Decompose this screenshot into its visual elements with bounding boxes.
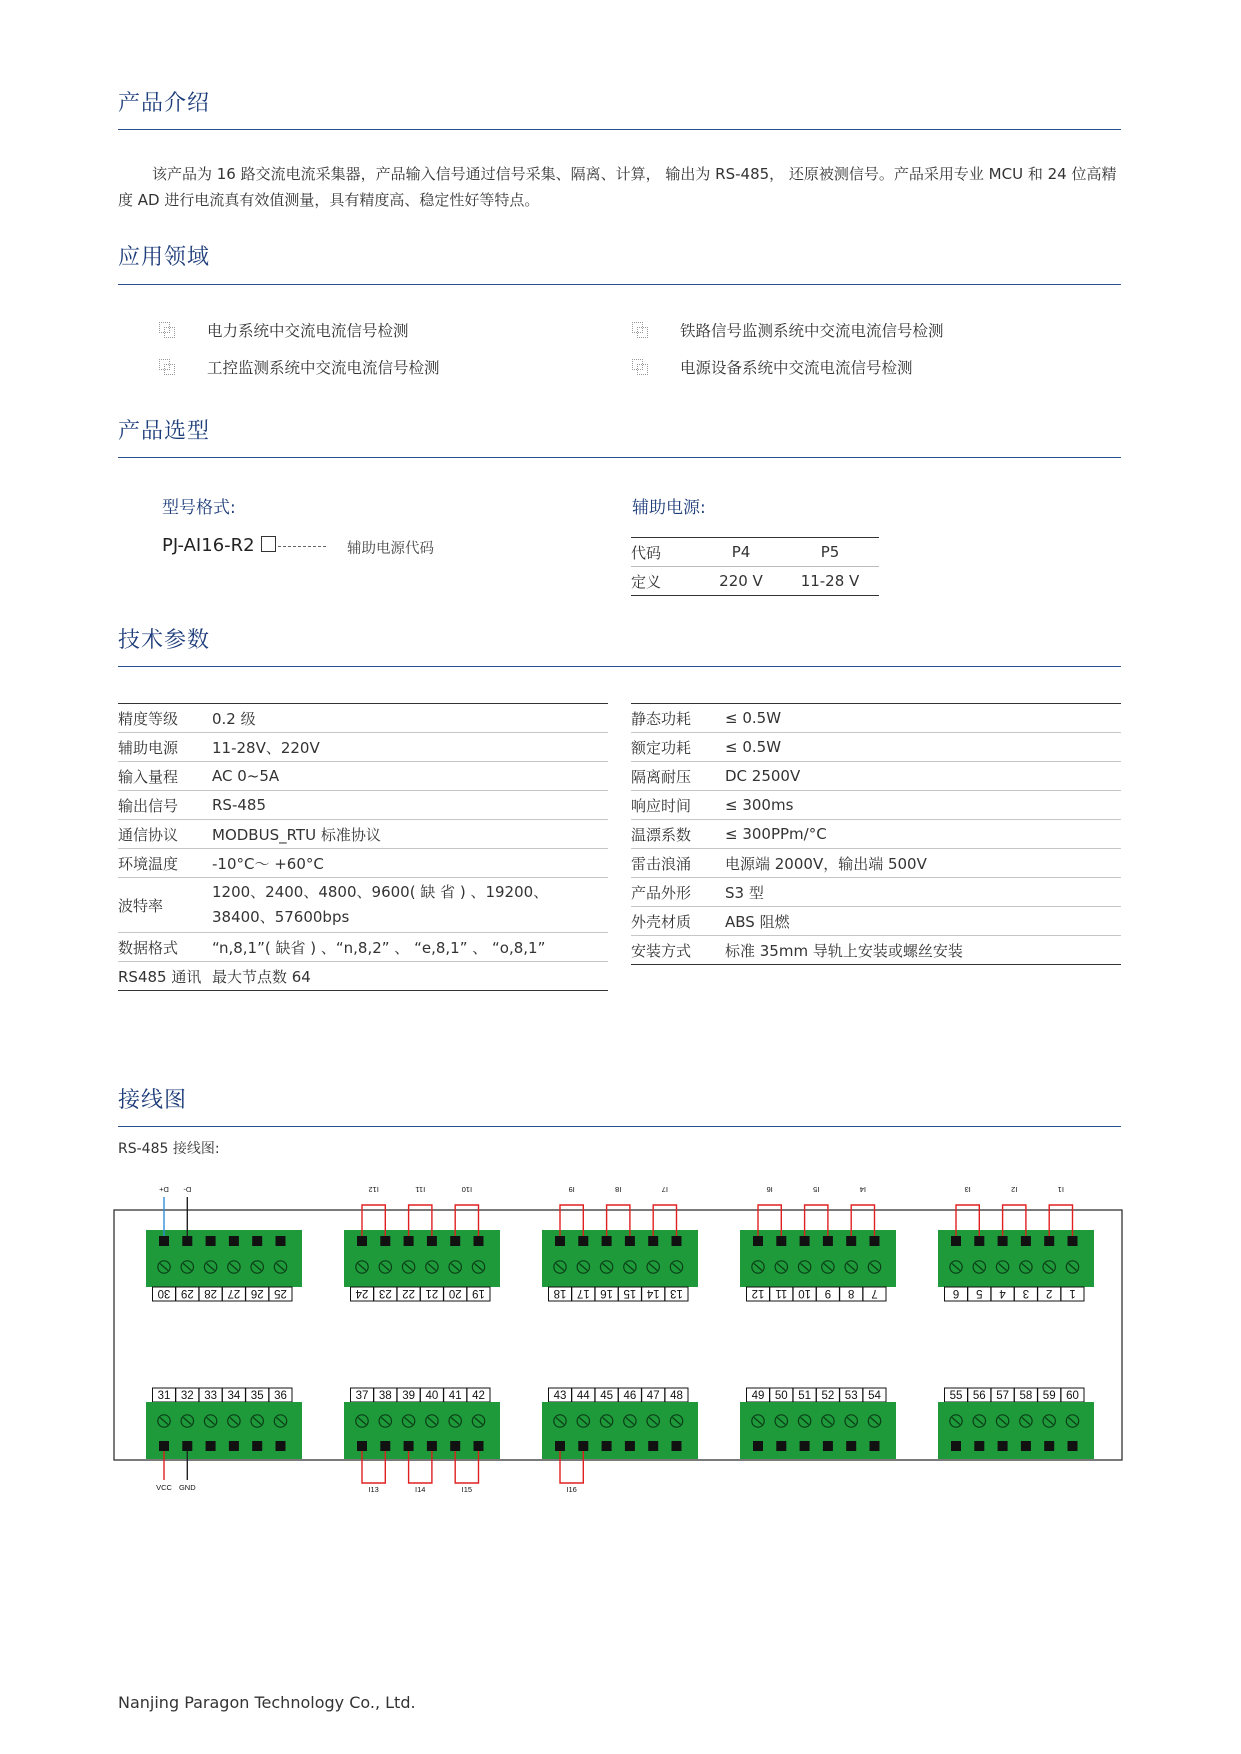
bullet-icon (632, 322, 648, 338)
terminal-socket (1044, 1441, 1054, 1451)
section-title-wiring: 接线图 (118, 1088, 188, 1113)
aux-power-label: 辅助电源: (632, 498, 706, 518)
table-row (118, 820, 608, 849)
table-row (118, 962, 608, 991)
pin-number: 17 (576, 1287, 590, 1299)
signal-label: I13 (368, 1485, 379, 1494)
param-value: DC 2500V (725, 762, 1121, 791)
table-row (631, 567, 879, 596)
pin-number: 30 (157, 1287, 171, 1299)
terminal-socket (625, 1236, 635, 1246)
terminal-socket (951, 1236, 961, 1246)
table-row (631, 733, 1121, 762)
model-note: 辅助电源代码 (347, 541, 434, 557)
param-name: 产品外形 (631, 878, 725, 907)
pin-number: 50 (774, 1390, 788, 1402)
terminal-socket (182, 1236, 192, 1246)
pin-number: 19 (472, 1287, 485, 1299)
model-format-label: 型号格式: (162, 498, 236, 518)
terminal-socket (672, 1441, 682, 1451)
param-name: 响应时间 (631, 791, 725, 820)
param-value: -10°C～ +60°C (212, 849, 608, 878)
pin-number: 56 (972, 1390, 986, 1402)
signal-label: I5 (813, 1185, 820, 1194)
param-name: 环境温度 (118, 849, 212, 878)
terminal-socket (672, 1236, 682, 1246)
terminal-socket (846, 1236, 856, 1246)
application-item: 电源设备系统中交流电流信号检测 (680, 359, 913, 377)
pin-number: 3 (1022, 1287, 1030, 1299)
terminal-socket (823, 1236, 833, 1246)
param-value: S3 型 (725, 878, 1121, 907)
wiring-diagram (108, 1185, 1138, 1515)
table-row (631, 849, 1121, 878)
table-cell: 11-28 V (800, 572, 860, 590)
terminal-socket (823, 1441, 833, 1451)
pin-number: 44 (576, 1390, 590, 1402)
param-name: 输入量程 (118, 762, 212, 791)
terminal-socket (602, 1441, 612, 1451)
param-name: 波特率 (118, 878, 212, 933)
terminal-socket (1021, 1441, 1031, 1451)
param-name: RS485 通讯 (118, 967, 202, 986)
terminal-socket (555, 1441, 565, 1451)
pin-number: 1 (1069, 1287, 1076, 1299)
pin-number: 32 (180, 1390, 194, 1402)
param-value: 最大节点数 64 (212, 967, 311, 986)
terminal-socket (206, 1441, 216, 1451)
leader-dash (278, 546, 326, 547)
pin-number: 42 (472, 1390, 485, 1402)
pin-number: 36 (274, 1390, 287, 1402)
terminal-socket (159, 1236, 169, 1246)
terminal-socket (206, 1236, 216, 1246)
pin-number: 2 (1045, 1287, 1053, 1299)
terminal-socket (1021, 1236, 1031, 1246)
signal-label: I2 (1011, 1185, 1018, 1194)
terminal-socket (846, 1441, 856, 1451)
param-value: ≤ 0.5W (725, 704, 1121, 733)
terminal-socket (776, 1236, 786, 1246)
terminal-socket (404, 1441, 414, 1451)
terminal-socket (357, 1236, 367, 1246)
pin-number: 28 (204, 1287, 217, 1299)
section-title-parameters: 技术参数 (118, 628, 211, 653)
signal-label: I7 (661, 1185, 668, 1194)
terminal-socket (474, 1441, 484, 1451)
pin-number: 8 (847, 1287, 855, 1299)
signal-label: I3 (964, 1185, 971, 1194)
spec-table-left (118, 703, 608, 991)
terminal-socket (602, 1236, 612, 1246)
terminal-socket (474, 1236, 484, 1246)
terminal-socket (951, 1441, 961, 1451)
pin-number: 33 (204, 1390, 217, 1402)
param-name: 精度等级 (118, 704, 212, 733)
signal-label: I9 (568, 1185, 575, 1194)
bullet-icon (159, 359, 175, 375)
table-row (631, 878, 1121, 907)
table-cell: P5 (781, 538, 879, 567)
pin-number: 41 (448, 1390, 462, 1402)
terminal-socket (974, 1441, 984, 1451)
model-code (162, 535, 332, 556)
pin-number: 5 (976, 1287, 983, 1299)
signal-label: I4 (859, 1185, 866, 1194)
signal-label: I16 (566, 1485, 577, 1494)
table-row (631, 538, 879, 567)
param-value: 0.2 级 (212, 704, 608, 733)
terminal-socket (998, 1441, 1008, 1451)
terminal-socket (450, 1441, 460, 1451)
pin-number: 20 (448, 1287, 462, 1299)
pin-number: 38 (378, 1390, 392, 1402)
param-name: 输出信号 (118, 791, 212, 820)
spec-table-right (631, 703, 1121, 965)
terminal-socket (427, 1441, 437, 1451)
signal-label: I6 (766, 1185, 773, 1194)
terminal-socket (753, 1441, 763, 1451)
application-item: 铁路信号监测系统中交流电流信号检测 (680, 322, 944, 340)
footer-company: Nanjing Paragon Technology Co., Ltd. (118, 1693, 416, 1712)
param-value: ≤ 0.5W (725, 733, 1121, 762)
terminal-socket (276, 1441, 286, 1451)
pin-number: 14 (646, 1287, 660, 1299)
param-name: 温漂系数 (631, 820, 725, 849)
signal-label: I11 (415, 1185, 426, 1194)
pin-number: 31 (157, 1390, 171, 1402)
param-value: ≤ 300PPm/°C (725, 820, 1121, 849)
terminal-socket (1044, 1236, 1054, 1246)
pin-number: 58 (1019, 1390, 1033, 1402)
terminal-socket (404, 1236, 414, 1246)
param-name: 雷击浪涌 (631, 849, 725, 878)
param-value: RS-485 (212, 791, 608, 820)
pin-number: 21 (425, 1287, 439, 1299)
table-cell: 定义 (631, 572, 662, 591)
pin-number: 23 (378, 1287, 392, 1299)
signal-label: I14 (415, 1485, 426, 1494)
section-rule (118, 1126, 1121, 1127)
section-title-intro: 产品介绍 (118, 91, 211, 116)
pin-number: 52 (821, 1390, 835, 1402)
signal-label: D+ (159, 1185, 169, 1194)
pin-number: 13 (670, 1287, 683, 1299)
terminal-socket (380, 1441, 390, 1451)
pin-number: 45 (600, 1390, 613, 1402)
table-row (118, 704, 608, 733)
terminal-socket (357, 1441, 367, 1451)
pin-number: 55 (949, 1390, 963, 1402)
param-value: “n,8,1”( 缺省 ) 、“n,8,2” 、 “e,8,1” 、 “o,8,1” (212, 933, 608, 962)
terminal-socket (252, 1441, 262, 1451)
pin-number: 24 (355, 1287, 369, 1299)
table-row (631, 820, 1121, 849)
pin-number: 10 (798, 1287, 811, 1299)
terminal-socket (578, 1236, 588, 1246)
table-row (118, 849, 608, 878)
terminal-socket (648, 1236, 658, 1246)
signal-label: VCC (156, 1483, 172, 1492)
section-rule (118, 666, 1121, 667)
bullet-icon (632, 359, 648, 375)
terminal-socket (625, 1441, 635, 1451)
table-row (631, 791, 1121, 820)
table-row (118, 733, 608, 762)
section-title-selection: 产品选型 (118, 419, 211, 444)
signal-label: GND (178, 1483, 196, 1492)
table-cell: P4 (701, 538, 781, 567)
terminal-socket (1068, 1441, 1078, 1451)
pin-number: 39 (402, 1390, 415, 1402)
pin-number: 18 (553, 1287, 567, 1299)
section-rule (118, 284, 1121, 285)
param-name: 辅助电源 (118, 733, 212, 762)
terminal-socket (229, 1441, 239, 1451)
pin-number: 26 (250, 1287, 264, 1299)
terminal-socket (276, 1236, 286, 1246)
application-item: 工控监测系统中交流电流信号检测 (207, 359, 440, 377)
table-cell: 220 V (719, 572, 763, 590)
param-value: 11-28V、220V (212, 733, 608, 762)
param-value: 1200、2400、4800、9600( 缺 省 ) 、19200、38400、57600bps (212, 878, 608, 933)
pin-number: 53 (844, 1390, 858, 1402)
param-name: 通信协议 (118, 820, 212, 849)
signal-label: I1 (1057, 1185, 1064, 1194)
terminal-socket (648, 1441, 658, 1451)
pin-number: 54 (868, 1390, 881, 1402)
signal-label: I8 (615, 1185, 622, 1194)
table-row (118, 878, 608, 933)
pin-number: 4 (999, 1287, 1006, 1299)
pin-number: 60 (1066, 1390, 1079, 1402)
pin-number: 37 (355, 1390, 369, 1402)
param-value: MODBUS_RTU 标准协议 (212, 820, 608, 849)
terminal-socket (252, 1236, 262, 1246)
table-row (118, 762, 608, 791)
code-placeholder-box (261, 536, 276, 552)
pin-number: 16 (600, 1287, 613, 1299)
table-row (631, 762, 1121, 791)
pin-number: 43 (553, 1390, 567, 1402)
terminal-socket (182, 1441, 192, 1451)
section-rule (118, 129, 1121, 130)
pin-number: 49 (751, 1390, 765, 1402)
table-cell: 代码 (631, 538, 701, 567)
pin-number: 15 (623, 1287, 637, 1299)
pin-number: 27 (227, 1287, 241, 1299)
param-name: 静态功耗 (631, 704, 725, 733)
terminal-socket (998, 1236, 1008, 1246)
terminal-socket (753, 1236, 763, 1246)
signal-label: I15 (461, 1485, 473, 1494)
param-name: 安装方式 (631, 941, 692, 960)
pin-number: 51 (798, 1390, 811, 1402)
application-item: 电力系统中交流电流信号检测 (207, 322, 409, 340)
bullet-icon (159, 322, 175, 338)
table-row (631, 704, 1121, 733)
param-value: ≤ 300ms (725, 791, 1121, 820)
param-name: 额定功耗 (631, 733, 725, 762)
pin-number: 34 (227, 1390, 241, 1402)
terminal-socket (380, 1236, 390, 1246)
terminal-socket (450, 1236, 460, 1246)
terminal-socket (776, 1441, 786, 1451)
terminal-socket (974, 1236, 984, 1246)
model-number: PJ-AI16-R2 (162, 535, 255, 556)
table-row (631, 936, 1121, 965)
terminal-socket (800, 1236, 810, 1246)
pin-number: 22 (402, 1287, 415, 1299)
terminal-socket (800, 1441, 810, 1451)
signal-label: I12 (368, 1185, 379, 1194)
terminal-socket (870, 1236, 880, 1246)
param-value: 标准 35mm 导轨上安装或螺丝安装 (725, 941, 963, 960)
intro-paragraph: 该产品为 16 路交流电流采集器，产品输入信号通过信号采集、隔离、计算， 输出为 RS-485， 还原被测信号。产品采用专业 MCU 和 24 位高精度 AD 进行电流真有效值测量，具有精度高、稳定性好等特点。 (118, 165, 1117, 209)
pin-number: 40 (425, 1390, 439, 1402)
param-value: 电源端 2000V，输出端 500V (725, 849, 1121, 878)
table-row (118, 791, 608, 820)
terminal-socket (427, 1236, 437, 1246)
signal-label: I10 (461, 1185, 473, 1194)
pin-number: 46 (623, 1390, 637, 1402)
pin-number: 9 (824, 1287, 832, 1299)
wiring-label: RS-485 接线图: (118, 1141, 220, 1157)
terminal-socket (555, 1236, 565, 1246)
param-name: 隔离耐压 (631, 762, 725, 791)
section-rule (118, 457, 1121, 458)
pin-number: 29 (180, 1287, 194, 1299)
param-value: AC 0~5A (212, 762, 608, 791)
param-name: 外壳材质 (631, 907, 725, 936)
pin-number: 12 (751, 1287, 765, 1299)
terminal-socket (578, 1441, 588, 1451)
terminal-socket (1068, 1236, 1078, 1246)
pin-number: 7 (871, 1287, 878, 1299)
section-title-applications: 应用领域 (118, 245, 211, 270)
pin-number: 57 (996, 1390, 1009, 1402)
table-row (631, 907, 1121, 936)
pin-number: 25 (274, 1287, 287, 1299)
pin-number: 35 (250, 1390, 264, 1402)
terminal-socket (870, 1441, 880, 1451)
terminal-socket (229, 1236, 239, 1246)
terminal-socket (159, 1441, 169, 1451)
table-row (118, 933, 608, 962)
aux-power-table (631, 537, 879, 596)
pin-number: 48 (670, 1390, 683, 1402)
pin-number: 59 (1042, 1390, 1056, 1402)
pin-number: 6 (952, 1287, 960, 1299)
param-value: ABS 阻燃 (725, 907, 1121, 936)
pin-number: 11 (775, 1287, 788, 1299)
pin-number: 47 (646, 1390, 660, 1402)
param-name: 数据格式 (118, 933, 212, 962)
signal-label: D- (183, 1185, 192, 1194)
